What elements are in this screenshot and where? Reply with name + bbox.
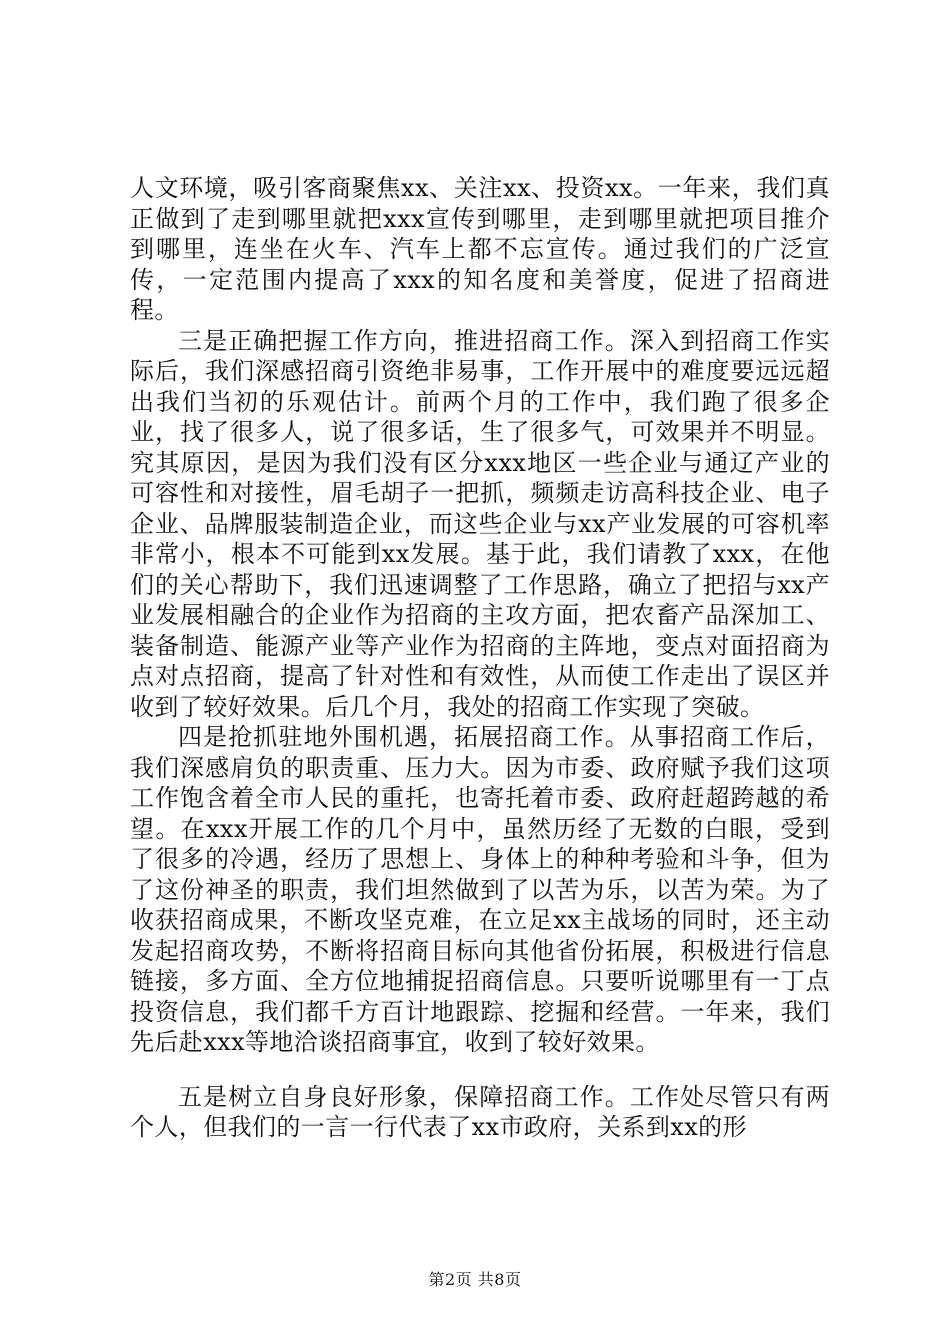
- document-body: [130, 173, 830, 1143]
- page-number-footer: 第2页 共8页: [428, 1270, 522, 1289]
- paragraph-section-four: 四是抢抓驻地外围机遇，拓展招商工作。从事招商工作后，我们深感肩负的职责重、压力大。因为市委、政府赋予我们这项工作饱含着全市人民的重托，也寄托着市委、政府赶超跨越的希望。在xxx开展工作的几个月中，虽然历经了无数的白眼，受到了很多的冷遇，经历了思想上、身体上的种种考验和斗争，但为了这份神圣的职责，我们坦然做到了以苦为乐，以苦为荣。为了收获招商成果，不断攻坚克难，在立足xx主战场的同时，还主动发起招商攻势，不断将招商目标向其他省份拓展，积极进行信息链接，多方面、全方位地捕捉招商信息。只要听说哪里有一丁点投资信息，我们都千方百计地跟踪、挖掘和经营。一年来，我们先后赴xxx等地洽谈招商事宜，收到了较好效果。: [130, 723, 830, 1056]
- paragraph-section-three: 三是正确把握工作方向，推进招商工作。深入到招商工作实际后，我们深感招商引资绝非易事，工作开展中的难度要远远超出我们当初的乐观估计。前两个月的工作中，我们跑了很多企业，找了很多人，说了很多话，生了很多气，可效果并不明显。究其原因，是因为我们没有区分xxx地区一些企业与通辽产业的可容性和对接性，眉毛胡子一把抓，频频走访高科技企业、电子企业、品牌服装制造企业，而这些企业与xx产业发展的可容机率非常小，根本不可能到xx发展。基于此，我们请教了xxx，在他们的关心帮助下，我们迅速调整了工作思路，确立了把招与xx产业发展相融合的企业作为招商的主攻方面，把农畜产品深加工、装备制造、能源产业等产业作为招商的主阵地，变点对面招商为点对点招商，提高了针对性和有效性，从而使工作走出了误区并收到了较好效果。后几个月，我处的招商工作实现了突破。: [130, 326, 830, 721]
- paragraph-section-five: 五是树立自身良好形象，保障招商工作。工作处尽管只有两个人，但我们的一言一行代表了xx市政府，关系到xx的形: [130, 1082, 830, 1141]
- paragraph-continuation: 人文环境，吸引客商聚焦xx、关注xx、投资xx。一年来，我们真正做到了走到哪里就把xxx宣传到哪里，走到哪里就把项目推介到哪里，连坐在火车、汽车上都不忘宣传。通过我们的广泛宣传，一定范围内提高了xxx的知名度和美誉度，促进了招商进程。: [130, 174, 830, 324]
